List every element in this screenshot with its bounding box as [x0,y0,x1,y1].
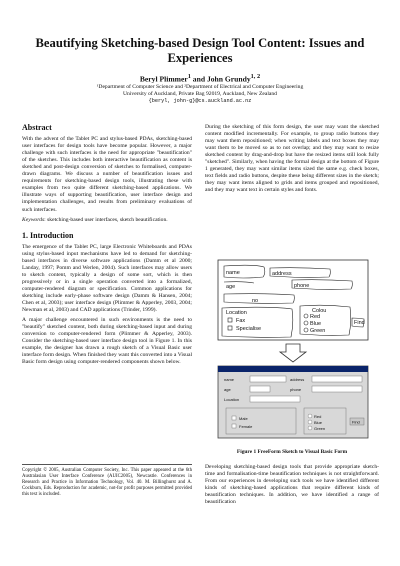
copyright-notice: Copyright © 2005, Australian Computer Society, Inc. This paper appeared at the 6th Australasian User Interface Conference (AUIC2005), Newcastle. Conferences in Research and Practice in Information Technology, Vol. 40. M. Billinghurst and A. Cockburn, Eds. Reproduction for academic, not-for profit purposes permitted provided this text is included. [22,464,192,498]
abstract-heading: Abstract [22,123,52,132]
author-1-sup: 1 [187,73,191,80]
figure-sketch-and-form [212,258,374,440]
sketch-label-no: no [252,298,259,304]
sketch-label-blue: Blue [310,321,322,327]
figure-1 [212,258,374,440]
sketch-label-specialise: Specialise [236,326,262,332]
left-column [22,124,192,369]
affiliation [20,84,380,105]
keywords-text: : sketching-based user interfaces, sketch beautification. [44,216,168,223]
vb-label-blue: Blue [314,420,323,425]
intro-paragraph-2: A major challenge encountered in such environments is the need to "beautify" sketched content, both during sketching-based input and during conversion to computer-rendered form (Plimmer & Apperley, 2003). Consider the sketching-based user interface design tool in Figure 1. In this example, the designer has drawn a rough sketch of a Visual Basic user interface form design. When finished they want this converted into a Visual Basic form design using computer-rendered components shown below. [22,317,192,366]
vb-label-red: Red [314,414,322,419]
vb-label-age: age [224,387,231,392]
author-2-sup: 1, 2 [250,73,261,80]
vb-label-phone: phone [290,387,302,392]
sketch-label-name: name [226,270,240,276]
keywords-label: Keywords [22,216,45,223]
vb-button-find: Find [352,419,360,425]
intro-paragraph-1: The emergence of the Tablet PC, large Electronic Whiteboards and PDAs using stylus-based input mechanisms have led to demand for sketching-based interfaces in diverse software applications (Damm et al 2000; Landay, 1997; Pomm and Werlen, 2004). Such interfaces may allow users to sketch content, typically a design of some sort, which is then progressively or in a single operation converted into a formalized, computer-rendered diagram or specification. Common applications for sketching include early-phase software design (Damm & Hansen, 2004; Chen et al, 2003); user interface design (Plimmer & Apperley, 2003, 2004; Newman et al, 2003) and CAD applications (Trinder, 1999). [22,243,192,314]
author-1: Beryl Plimmer [139,74,188,84]
conversion-arrow-icon [280,344,306,362]
affiliation-university: University of Auckland, Private Bag 92019, Auckland, New Zealand [123,91,277,97]
sketch-label-colour: Colou [312,308,327,314]
author-line [20,73,380,84]
vb-label-female: Female [239,424,253,429]
sketch-label-find: Find [354,320,365,326]
vb-label-name: name [224,377,235,382]
right-bottom-paragraph: Developing sketching-based design tools that provide appropriate sketch-time and formalisation-time beautification techniques is not straightforward. From our experiences in developing such tools we have identified different kinds of sketching-based applications that require different kinds of beautification techniques. In addition, we have identified a range of beautification [205,464,379,506]
intro-heading: 1. Introduction [22,230,74,240]
sketch-label-location: Location [226,310,247,316]
right-paragraph-1: During the sketching of this form design, the user may want the sketched content modified incrementally. For example, to group radio buttons they may want them repositioned; when writing labels and text boxes they may want them to be moved so as to not overlap; and they may want to resize sketched content by drag-and-drop but have the resized items still look fully "sketched". Similarly, when having the formal design at the bottom of Figure 1 generated, they may want similar items sized the same e.g. check boxes, text fields and radio buttons, despite these being different sizes in the sketch; they may want items aligned to grids and items grouped and repositioned, and they may want text in certain styles and fonts. [205,124,379,194]
keywords [22,217,192,224]
vb-form-titlebar [218,366,368,372]
affiliation-departments: ¹Department of Computer Science and ²Department of Electrical and Computer Engineering [96,84,304,90]
sketch-label-red: Red [310,314,321,320]
sketch-label-phone: phone [294,283,310,289]
sketch-label-address: address [272,271,292,277]
vb-label-address: address [290,377,305,382]
author-email: {beryl, john-g}@cs.auckland.ac.nz [148,98,252,104]
vb-label-green: Green [314,426,326,431]
author-2: and John Grundy [190,74,251,84]
sketch-label-age: age [226,284,236,290]
right-column [205,124,379,197]
sketch-label-green: Green [310,328,326,334]
abstract-text: With the advent of the Tablet PC and stylus-based PDAs, sketching-based user interfaces for design tools have become popular. However, a major challenge with such interfaces is the need for appropriate "beautification" of the sketches. This includes both interactive beautification as content is sketched and post-design conversion of sketches to formalised, computer-drawn diagrams. We discuss a number of beautification issues and requirements for sketching-based design tools, illustrating these with examples from two quite different sketching-based applications. We illustrate ways of supporting beautification, user interface design and implementation challenges, and results from preliminary evaluations of such interfaces. [22,136,192,213]
vb-label-male: Male [239,416,248,421]
figure-caption: Figure 1 FreeForm Sketch to Visual Basic Form [236,449,348,455]
vb-label-location: Location [224,397,240,402]
sketch-label-fax: Fax [236,318,246,324]
paper-title: Beautifying Sketching-based Design Tool Content: Issues and Experiences [35,36,365,65]
